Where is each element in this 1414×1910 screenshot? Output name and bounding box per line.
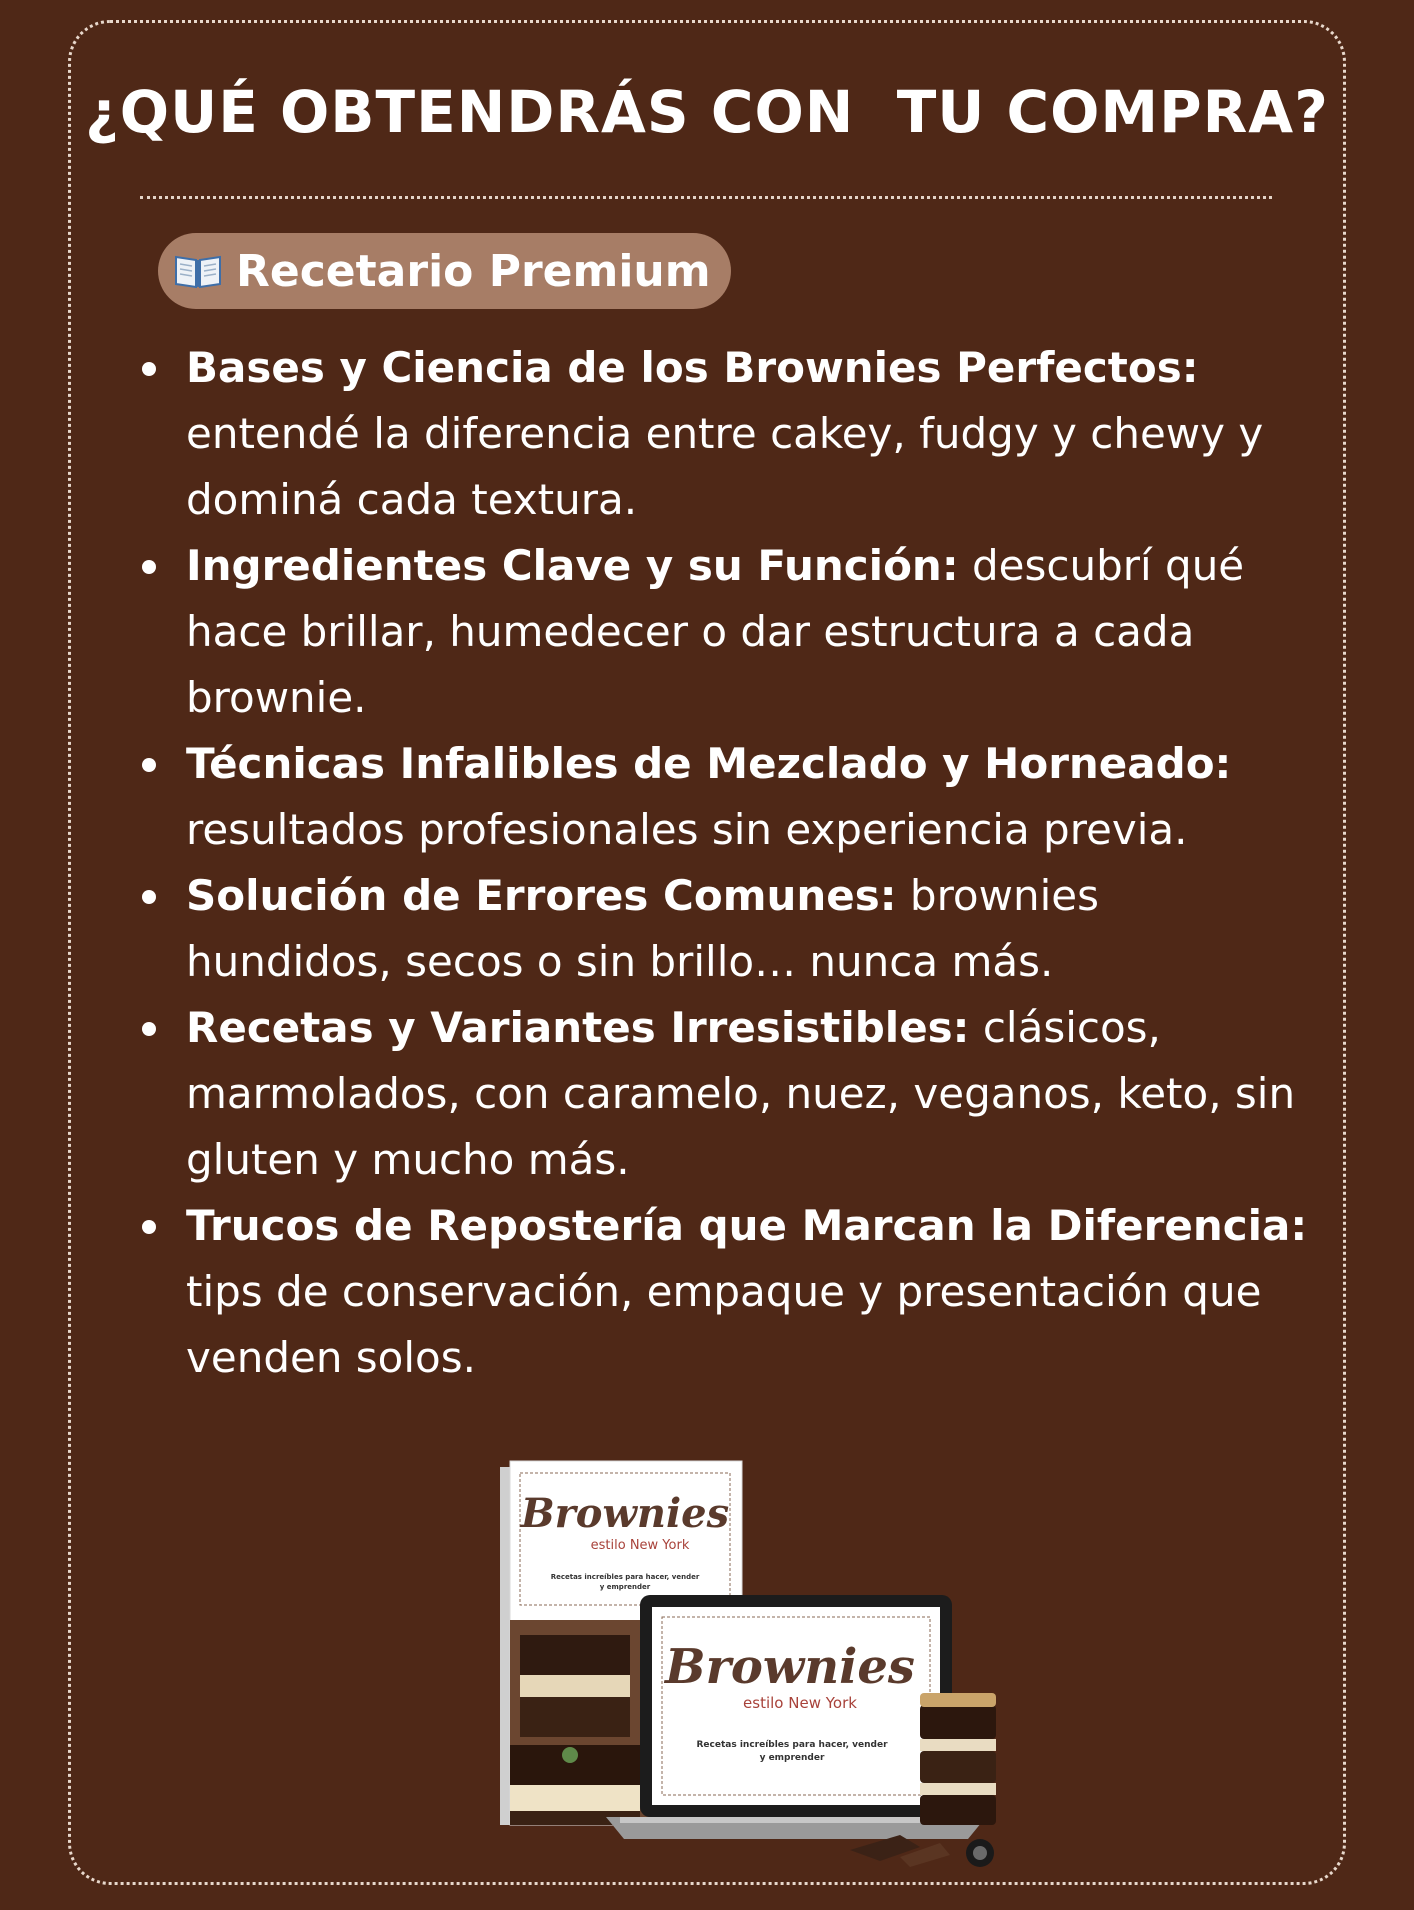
product-mockup	[480, 1455, 1040, 1875]
bullet	[142, 758, 156, 772]
list-item	[140, 995, 1315, 1193]
dotted-divider	[140, 196, 1272, 199]
page-title: ¿QUÉ OBTENDRÁS CON TU COMPRA?	[85, 78, 1329, 146]
book-subtitle: estilo New York	[590, 1538, 690, 1553]
feature-text: tips de conservación, empaque y presentación que venden solos.	[186, 1267, 1262, 1382]
list-item	[140, 335, 1315, 533]
badge-label: Recetario Premium	[236, 245, 711, 297]
book-tagline-2: y emprender	[599, 1583, 651, 1591]
laptop-tagline-2: y emprender	[759, 1753, 825, 1763]
list-item	[140, 863, 1315, 995]
feature-text: entendé la diferencia entre cakey, fudgy y chewy y dominá cada textura.	[186, 409, 1264, 524]
feature-heading: Trucos de Repostería que Marcan la Diferencia:	[186, 1201, 1308, 1250]
feature-text: brownies hundidos, secos o sin brillo… nunca más.	[186, 871, 1099, 986]
feature-text: descubrí qué hace brillar, humedecer o dar estructura a cada brownie.	[186, 541, 1245, 722]
feature-text: clásicos, marmolados, con caramelo, nuez, veganos, keto, sin gluten y mucho más.	[186, 1003, 1296, 1184]
list-item	[140, 731, 1315, 863]
recetario-premium-badge	[158, 233, 731, 309]
feature-heading: Técnicas Infalibles de Mezclado y Horneado:	[186, 739, 1232, 788]
bullet	[142, 1022, 156, 1036]
list-item	[140, 1193, 1315, 1391]
list-item	[140, 533, 1315, 731]
features-list	[140, 335, 1315, 1391]
bullet	[142, 890, 156, 904]
laptop-subtitle: estilo New York	[743, 1694, 857, 1712]
book-tagline-1: Recetas increíbles para hacer, vender	[550, 1573, 700, 1581]
feature-heading: Bases y Ciencia de los Brownies Perfectos:	[186, 343, 1199, 392]
feature-heading: Recetas y Variantes Irresistibles:	[186, 1003, 970, 1052]
book-title: Brownies	[520, 1490, 730, 1537]
laptop-tagline-1: Recetas increíbles para hacer, vender	[696, 1740, 888, 1750]
open-book-icon	[174, 253, 222, 289]
bullet	[142, 560, 156, 574]
bullet	[142, 362, 156, 376]
feature-heading: Solución de Errores Comunes:	[186, 871, 897, 920]
feature-text: resultados profesionales sin experiencia previa.	[186, 805, 1188, 854]
feature-heading: Ingredientes Clave y su Función:	[186, 541, 959, 590]
laptop-title: Brownies	[665, 1639, 915, 1695]
bullet	[142, 1220, 156, 1234]
